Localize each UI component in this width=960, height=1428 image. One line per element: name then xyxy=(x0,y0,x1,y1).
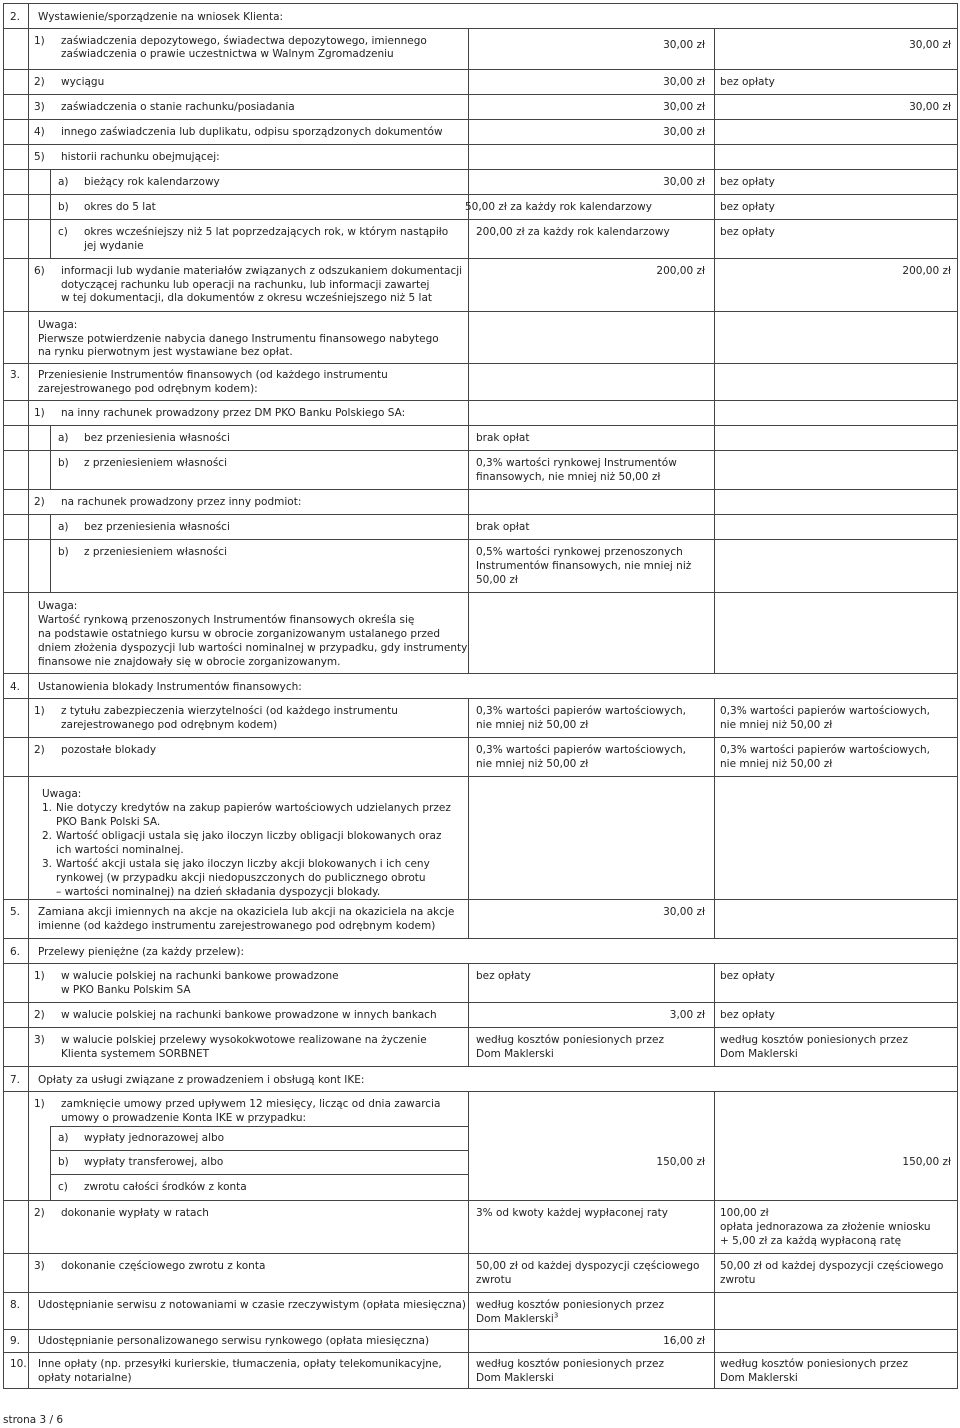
note-number: 3. xyxy=(42,858,53,870)
item-label: dokonanie częściowego zwrotu z konta xyxy=(61,1260,266,1272)
item-label: w PKO Banku Polskim SA xyxy=(61,984,191,996)
subitem-letter: c) xyxy=(58,1181,68,1193)
note-text: na rynku pierwotnym jest wystawiane bez opłat. xyxy=(38,346,293,358)
fee-value: bez opłaty xyxy=(720,226,775,238)
page-number: strona 3 / 6 xyxy=(3,1414,64,1426)
table-row xyxy=(4,259,957,312)
table-row xyxy=(4,540,957,593)
table-row xyxy=(4,70,957,95)
table-row xyxy=(4,170,957,195)
fee-value: według kosztów poniesionych przez xyxy=(476,1358,664,1370)
fee-value: Instrumentów finansowych, nie mniej niż xyxy=(476,560,692,572)
fee-value: 200,00 zł za każdy rok kalendarzowy xyxy=(476,226,670,238)
table-row xyxy=(4,195,957,220)
fee-value: 3% od kwoty każdej wypłaconej raty xyxy=(476,1207,668,1219)
item-label: Klienta systemem SORBNET xyxy=(61,1048,210,1060)
note-text: rynkowej (w przypadku akcji niedopuszczonych do publicznego obrotu xyxy=(56,872,426,884)
subitem-letter: b) xyxy=(58,457,69,469)
footnote-marker: 3 xyxy=(553,1311,559,1320)
note-text: Nie dotyczy kredytów na zakup papierów wartościowych udzielanych przez xyxy=(56,802,451,814)
fee-value: brak opłat xyxy=(476,432,530,444)
subitem-letter: b) xyxy=(58,546,69,558)
section-title: Zamiana akcji imiennych na akcje na okaziciela lub akcji na okaziciela na akcje xyxy=(38,906,455,918)
fee-value: 0,3% wartości rynkowej Instrumentów xyxy=(476,457,677,469)
item-number: 2) xyxy=(34,1207,45,1219)
fee-value: 30,00 zł xyxy=(663,126,705,138)
section-title: zarejestrowanego pod odrębnym kodem): xyxy=(38,383,258,395)
section-title: Przelewy pieniężne (za każdy przelew): xyxy=(38,946,244,958)
fee-value: 50,00 zł od każdej dyspozycji częściowego xyxy=(720,1260,944,1272)
section-title: Wystawienie/sporządzenie na wniosek Klienta: xyxy=(38,11,284,23)
fee-value: 30,00 zł xyxy=(663,906,705,918)
section-title: Opłaty za usługi związane z prowadzeniem i obsługą kont IKE: xyxy=(38,1074,365,1086)
fee-value: bez opłaty xyxy=(720,970,775,982)
fee-value: nie mniej niż 50,00 zł xyxy=(720,758,833,770)
fee-value: nie mniej niż 50,00 zł xyxy=(720,719,833,731)
note-text: finansowe nie znajdowały się w obrocie zorganizowanym. xyxy=(38,656,341,668)
section-title: Ustanowienia blokady Instrumentów finansowych: xyxy=(38,681,302,693)
item-label: zaświadczenia o prawie uczestnictwa w Walnym Zgromadzeniu xyxy=(61,48,394,60)
fee-value: 30,00 zł xyxy=(909,39,951,51)
table-row xyxy=(4,1254,957,1293)
item-number: 2) xyxy=(34,1009,45,1021)
section-5-row xyxy=(4,900,957,939)
section-2-header xyxy=(4,4,957,29)
item-number: 1) xyxy=(34,705,45,717)
fee-value: bez opłaty xyxy=(720,176,775,188)
fee-value: 3,00 zł xyxy=(669,1009,705,1021)
fee-value: 50,00 zł xyxy=(476,574,518,586)
note-row xyxy=(4,312,957,364)
subitem-letter: c) xyxy=(58,226,68,238)
item-label: dokonanie wypłaty w ratach xyxy=(61,1207,209,1219)
fee-value: nie mniej niż 50,00 zł xyxy=(476,758,589,770)
item-number: 3) xyxy=(34,1034,45,1046)
item-number: 2) xyxy=(34,744,45,756)
subitem-label: wypłaty transferowej, albo xyxy=(84,1156,224,1168)
table-row xyxy=(4,1201,957,1254)
table-row xyxy=(4,95,957,120)
table-row xyxy=(4,1003,957,1028)
fee-value: 100,00 zł xyxy=(720,1207,769,1219)
note-row xyxy=(4,777,957,900)
section-title: Inne opłaty (np. przesyłki kurierskie, tłumaczenia, opłaty telekomunikacyjne, xyxy=(38,1358,442,1370)
fee-value: 0,3% wartości papierów wartościowych, xyxy=(476,744,686,756)
fee-value: bez opłaty xyxy=(720,1009,775,1021)
table-row xyxy=(4,738,957,777)
subitem-label: bez przeniesienia własności xyxy=(84,521,230,533)
item-label: na rachunek prowadzony przez inny podmiot: xyxy=(61,496,302,508)
section-title: opłaty notarialne) xyxy=(38,1372,132,1384)
item-label: na inny rachunek prowadzony przez DM PKO Banku Polskiego SA: xyxy=(61,407,406,419)
fee-value: 30,00 zł xyxy=(663,101,705,113)
fee-value: 200,00 zł xyxy=(902,265,951,277)
note-heading: Uwaga: xyxy=(42,788,82,800)
subitem-letter: a) xyxy=(58,1132,69,1144)
fee-value: 150,00 zł xyxy=(656,1156,705,1168)
section-number: 7. xyxy=(10,1074,21,1086)
item-number: 1) xyxy=(34,35,45,47)
note-heading: Uwaga: xyxy=(38,600,78,612)
note-text: Wartość akcji ustala się jako iloczyn liczby akcji blokowanych i ich ceny xyxy=(56,858,430,870)
note-text: na podstawie ostatniego kursu w obrocie zorganizowanym ustalanego przed xyxy=(38,628,441,640)
fee-value: Dom Maklerski xyxy=(476,1048,554,1060)
item-number: 6) xyxy=(34,265,45,277)
subitem-label: bez przeniesienia własności xyxy=(84,432,230,444)
table-row xyxy=(4,490,957,515)
fee-value: 30,00 zł xyxy=(663,76,705,88)
subitem-label: wypłaty jednorazowej albo xyxy=(84,1132,225,1144)
section-3-header xyxy=(4,364,957,401)
section-number: 10. xyxy=(10,1358,27,1370)
fee-value: według kosztów poniesionych przez xyxy=(720,1034,908,1046)
note-text: PKO Bank Polski SA. xyxy=(56,816,161,828)
fee-value: bez opłaty xyxy=(476,970,531,982)
item-label: w walucie polskiej przelewy wysokokwotowe realizowane na życzenie xyxy=(61,1034,427,1046)
table-row xyxy=(4,120,957,145)
subitem-label: okres do 5 lat xyxy=(84,201,156,213)
item-number: 1) xyxy=(34,1098,45,1110)
fee-value: bez opłaty xyxy=(720,76,775,88)
fee-value: zwrotu xyxy=(476,1274,512,1286)
note-row xyxy=(4,593,957,674)
table-row xyxy=(4,699,957,738)
table-row xyxy=(4,451,957,490)
section-number: 3. xyxy=(10,369,21,381)
section-7-header xyxy=(4,1067,957,1092)
section-number: 4. xyxy=(10,681,21,693)
section-number: 6. xyxy=(10,946,21,958)
fee-value: opłata jednorazowa za złożenie wniosku xyxy=(720,1221,931,1233)
note-text: – wartości nominalnej) na dzień składania dyspozycji blokady. xyxy=(56,886,381,898)
item-label: zaświadczenia o stanie rachunku/posiadania xyxy=(61,101,295,113)
fee-table xyxy=(3,3,958,1389)
table-row xyxy=(4,145,957,170)
subitem-label: okres wcześniejszy niż 5 lat poprzedzających rok, w którym nastąpiło xyxy=(84,226,449,238)
item-label: w walucie polskiej na rachunki bankowe prowadzone w innych bankach xyxy=(61,1009,437,1021)
fee-value: 0,5% wartości rynkowej przenoszonych xyxy=(476,546,683,558)
item-number: 4) xyxy=(34,126,45,138)
table-row xyxy=(4,1028,957,1067)
section-number: 2. xyxy=(10,11,21,23)
item-label: zamknięcie umowy przed upływem 12 miesięcy, licząc od dnia zawarcia xyxy=(61,1098,441,1110)
item-label: historii rachunku obejmującej: xyxy=(61,151,220,163)
fee-value: + 5,00 zł za każdą wypłaconą ratę xyxy=(720,1235,902,1247)
note-text: Pierwsze potwierdzenie nabycia danego Instrumentu finansowego nabytego xyxy=(38,333,439,345)
fee-value: Dom Maklerski xyxy=(720,1048,798,1060)
item-number: 1) xyxy=(34,970,45,982)
fee-value: 200,00 zł xyxy=(656,265,705,277)
table-row xyxy=(4,29,957,70)
section-4-header xyxy=(4,674,957,699)
fee-value xyxy=(476,1312,558,1326)
fee-value: finansowych, nie mniej niż 50,00 zł xyxy=(476,471,661,483)
item-number: 2) xyxy=(34,496,45,508)
fee-value: Dom Maklerski xyxy=(720,1372,798,1384)
section-title: Przeniesienie Instrumentów finansowych (od każdego instrumentu xyxy=(38,369,388,381)
note-text: Wartość rynkową przenoszonych Instrumentów finansowych określa się xyxy=(38,614,415,626)
section-number: 8. xyxy=(10,1299,21,1311)
section-6-header xyxy=(4,939,957,964)
subitem-label: bieżący rok kalendarzowy xyxy=(84,176,220,188)
fee-value: 50,00 zł za każdy rok kalendarzowy xyxy=(464,201,652,213)
item-number: 5) xyxy=(34,151,45,163)
section-8-row xyxy=(4,1293,957,1330)
item-label: zarejestrowanego pod odrębnym kodem) xyxy=(61,719,278,731)
subitem-label: z przeniesieniem własności xyxy=(84,546,227,558)
fee-value: zwrotu xyxy=(720,1274,756,1286)
item-label: zaświadczenia depozytowego, świadectwa depozytowego, imiennego xyxy=(61,35,427,47)
item-label: w tej dokumentacji, dla dokumentów z okresu wcześniejszego niż 5 lat xyxy=(61,292,432,304)
item-label: informacji lub wydanie materiałów związanych z odszukaniem dokumentacji xyxy=(61,265,463,277)
subitem-label: zwrotu całości środków z konta xyxy=(84,1181,247,1193)
fee-value: 30,00 zł xyxy=(663,39,705,51)
note-text: Wartość obligacji ustala się jako iloczyn liczby obligacji blokowanych oraz xyxy=(56,830,442,842)
fee-value: według kosztów poniesionych przez xyxy=(720,1358,908,1370)
fee-value: bez opłaty xyxy=(720,201,775,213)
item-label: wyciągu xyxy=(61,76,105,88)
fee-value-text: Dom Maklerski xyxy=(476,1313,554,1325)
table-row xyxy=(4,401,957,426)
subitem-label: jej wydanie xyxy=(84,240,144,252)
item-label: innego zaświadczenia lub duplikatu, odpisu sporządzonych dokumentów xyxy=(61,126,443,138)
table-row xyxy=(4,515,957,540)
item-label: w walucie polskiej na rachunki bankowe prowadzone xyxy=(61,970,339,982)
table-row xyxy=(4,220,957,259)
fee-value: brak opłat xyxy=(476,521,530,533)
item-number: 1) xyxy=(34,407,45,419)
fee-value: 30,00 zł xyxy=(663,176,705,188)
section-number: 5. xyxy=(10,906,21,918)
item-label: umowy o prowadzenie Konta IKE w przypadku: xyxy=(61,1112,307,1124)
subitem-letter: a) xyxy=(58,176,69,188)
item-number: 2) xyxy=(34,76,45,88)
fee-value: według kosztów poniesionych przez xyxy=(476,1034,664,1046)
fee-value: 16,00 zł xyxy=(663,1335,705,1347)
section-title: imienne (od każdego instrumentu zarejestrowanego pod odrębnym kodem) xyxy=(38,920,436,932)
note-heading: Uwaga: xyxy=(38,319,78,331)
fee-value: 0,3% wartości papierów wartościowych, xyxy=(720,744,930,756)
fee-value: 150,00 zł xyxy=(902,1156,951,1168)
item-number: 3) xyxy=(34,1260,45,1272)
section-title: Udostępnianie personalizowanego serwisu rynkowego (opłata miesięczna) xyxy=(38,1335,430,1347)
item-label: z tytułu zabezpieczenia wierzytelności (od każdego instrumentu xyxy=(61,705,398,717)
item-label: dotyczącej rachunku lub operacji na rachunku, lub informacji zawartej xyxy=(61,279,430,291)
fee-value: 50,00 zł od każdej dyspozycji częściowego xyxy=(476,1260,700,1272)
section-10-row xyxy=(4,1353,957,1389)
section-number: 9. xyxy=(10,1335,21,1347)
fee-value: Dom Maklerski xyxy=(476,1372,554,1384)
item-number: 3) xyxy=(34,101,45,113)
item-label: pozostałe blokady xyxy=(61,744,157,756)
section-9-row xyxy=(4,1330,957,1353)
note-text: ich wartości nominalnej. xyxy=(56,844,184,856)
table-row xyxy=(4,964,957,1003)
fee-table-page xyxy=(3,3,958,1389)
subitem-letter: a) xyxy=(58,521,69,533)
table-row xyxy=(4,426,957,451)
fee-value: 0,3% wartości papierów wartościowych, xyxy=(720,705,930,717)
fee-value: 30,00 zł xyxy=(909,101,951,113)
subitem-letter: a) xyxy=(58,432,69,444)
note-text: dniem złożenia dyspozycji lub wartości nominalnej w przypadku, gdy instrumenty xyxy=(38,642,468,654)
subitem-letter: b) xyxy=(58,201,69,213)
subitem-letter: b) xyxy=(58,1156,69,1168)
subitem-label: z przeniesieniem własności xyxy=(84,457,227,469)
note-number: 2. xyxy=(42,830,53,842)
fee-value: według kosztów poniesionych przez xyxy=(476,1299,664,1311)
section-title: Udostępnianie serwisu z notowaniami w czasie rzeczywistym (opłata miesięczna) xyxy=(38,1299,466,1311)
fee-value: 0,3% wartości papierów wartościowych, xyxy=(476,705,686,717)
table-row xyxy=(4,1092,957,1201)
note-number: 1. xyxy=(42,802,53,814)
fee-value: nie mniej niż 50,00 zł xyxy=(476,719,589,731)
